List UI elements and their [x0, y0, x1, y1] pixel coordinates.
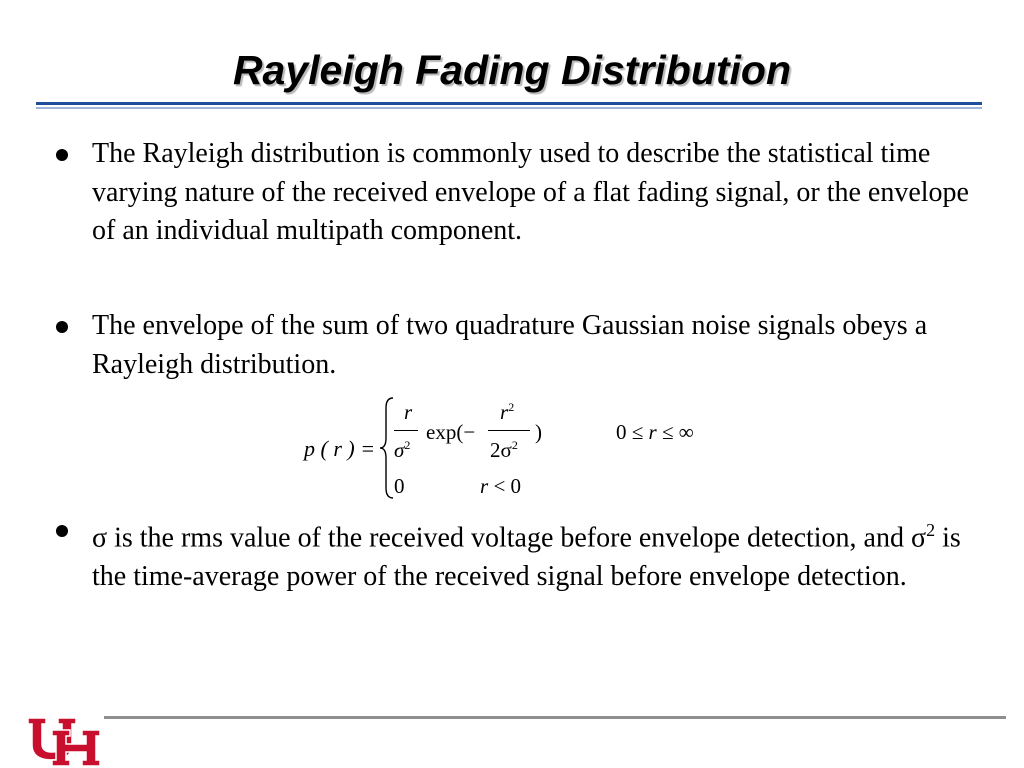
fraction-bar	[488, 430, 530, 431]
footer-divider	[104, 716, 1006, 719]
slide-title: Rayleigh Fading Distribution	[232, 47, 792, 93]
fraction-denominator: $\sigma^2$	[394, 438, 411, 462]
exp-denominator: $2\sigma^2$	[490, 438, 518, 462]
sigma-symbol: σ	[911, 522, 927, 554]
fraction-numerator: r	[404, 400, 413, 424]
bullet-marker-icon	[56, 321, 68, 333]
bullet-text: is the time-average power of the received signal before envelope detection.	[92, 522, 961, 593]
formula-lhs: p ( r ) =	[304, 436, 376, 461]
uh-logo-icon	[24, 714, 104, 768]
exp-open: exp(−	[426, 420, 476, 444]
bullet-item: The Rayleigh distribution is commonly used to describe the statistical time varying nature of the received envelope of a flat fading signal, or the envelope of an individual multipath component.	[92, 138, 969, 247]
fraction-bar	[394, 430, 418, 431]
bullet-item	[92, 511, 972, 597]
sigma-symbol: σ	[92, 522, 108, 554]
superscript: 2	[926, 520, 936, 540]
case1-condition: 0 ≤ r ≤ ∞	[616, 420, 694, 444]
bullet-marker-icon	[56, 525, 68, 537]
exp-numerator: $r^2$	[500, 400, 515, 424]
case2-value: 0	[394, 474, 405, 498]
case2-condition: r < 0	[480, 474, 522, 498]
bullet-text: is the rms value of the received voltage before envelope detection, and	[107, 522, 911, 554]
rayleigh-pdf-formula	[290, 392, 740, 504]
exp-close: )	[535, 420, 542, 444]
bullet-item: The envelope of the sum of two quadrature Gaussian noise signals obeys a Rayleigh distribution.	[92, 310, 928, 380]
bullet-marker-icon	[56, 149, 68, 161]
